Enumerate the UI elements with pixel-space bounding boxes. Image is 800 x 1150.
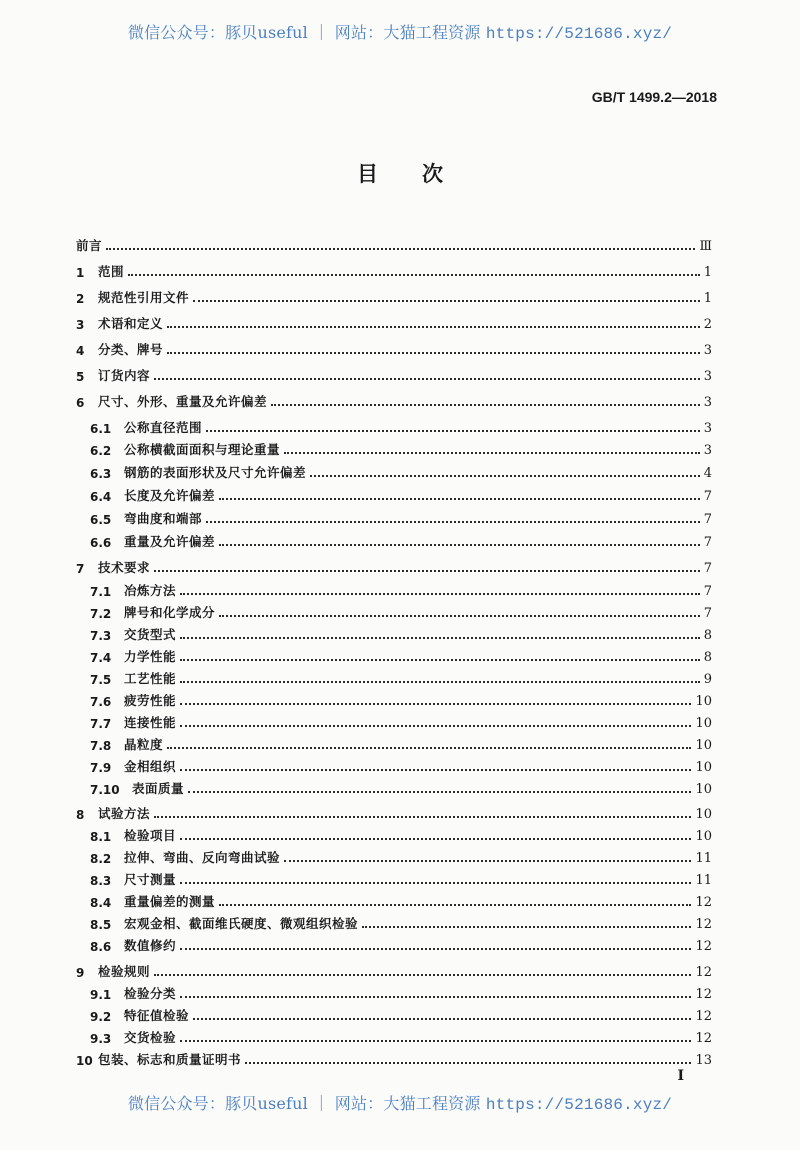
- toc-entry-label: 术语和定义: [98, 316, 164, 331]
- toc-entry-number: 7.10: [90, 783, 120, 797]
- toc-entry-label: 试验方法: [98, 806, 151, 821]
- dot-leader: [154, 816, 691, 818]
- toc-entry[interactable]: [90, 733, 712, 753]
- toc-entry-page: 7: [703, 535, 712, 550]
- toc-entry-label: 表面质量: [132, 781, 185, 796]
- toc-entry-number: 8.1: [90, 830, 112, 844]
- toc-entry-page: 3: [703, 369, 712, 384]
- toc-entry-label: 范围: [98, 264, 125, 279]
- dot-leader: [284, 452, 700, 454]
- toc-entry-number: 7.1: [90, 585, 112, 599]
- toc-entry-label: 力学性能: [124, 649, 177, 664]
- dot-leader: [245, 1062, 691, 1064]
- toc-entry-page: 1: [703, 291, 712, 306]
- toc-entry[interactable]: [76, 802, 712, 822]
- toc-entry-page: 3: [703, 421, 712, 436]
- page-number: I: [677, 1068, 684, 1084]
- toc-entry[interactable]: [90, 1026, 712, 1046]
- toc-entry-page: 12: [695, 1009, 712, 1024]
- dot-leader: [180, 681, 700, 683]
- toc-entry-page: 4: [703, 466, 712, 481]
- toc-entry-page: 8: [703, 650, 712, 665]
- toc-entry-label: 疲劳性能: [124, 693, 177, 708]
- dot-leader: [180, 948, 691, 950]
- toc-entry-page: 10: [695, 807, 712, 822]
- dot-leader: [219, 544, 700, 546]
- toc-entry-page: 13: [695, 1053, 712, 1068]
- toc-entry-number: 7.4: [90, 651, 112, 665]
- toc-entry-number: 6.3: [90, 467, 112, 481]
- dot-leader: [154, 570, 700, 572]
- dot-leader: [154, 974, 691, 976]
- toc-entry-label: 拉伸、弯曲、反向弯曲试验: [124, 850, 281, 865]
- dot-leader: [193, 300, 700, 302]
- dot-leader: [219, 615, 700, 617]
- toc-title-char-2: 次: [422, 162, 443, 186]
- toc-entry-page: 12: [695, 895, 712, 910]
- toc-entry-page: 10: [695, 716, 712, 731]
- dot-leader: [180, 725, 691, 727]
- toc-entry-label: 检验分类: [124, 986, 177, 1001]
- dot-leader: [167, 352, 700, 354]
- toc-entry[interactable]: [90, 507, 712, 527]
- dot-leader: [219, 498, 700, 500]
- toc-entry[interactable]: [90, 824, 712, 844]
- toc-entry-label: 分类、牌号: [98, 342, 164, 357]
- toc-entry-number: 7.7: [90, 717, 112, 731]
- toc-entry[interactable]: [76, 390, 712, 410]
- dot-leader: [154, 378, 700, 380]
- toc-entry[interactable]: [90, 777, 712, 797]
- toc-entry[interactable]: [90, 645, 712, 665]
- toc-entry[interactable]: [90, 934, 712, 954]
- toc-entry-page: 7: [703, 561, 712, 576]
- toc-entry-number: 7.8: [90, 739, 112, 753]
- toc-entry-label: 检验项目: [124, 828, 177, 843]
- toc-entry-label: 宏观金相、截面维氏硬度、微观组织检验: [124, 916, 359, 931]
- toc-entry-number: 4: [76, 344, 85, 358]
- toc-entry-page: 3: [703, 443, 712, 458]
- toc-entry-number: 7: [76, 562, 85, 576]
- watermark-url[interactable]: https://521686.xyz/: [485, 25, 673, 43]
- toc-entry-page: 12: [695, 1031, 712, 1046]
- toc-entry-number: 2: [76, 292, 85, 306]
- toc-entry[interactable]: [90, 416, 712, 436]
- toc-entry-number: 9.2: [90, 1010, 112, 1024]
- toc-entry-page: 12: [695, 987, 712, 1002]
- toc-entry[interactable]: [90, 579, 712, 599]
- toc-entry-number: 8.4: [90, 896, 112, 910]
- toc-entry-page: 10: [695, 760, 712, 775]
- dot-leader: [128, 274, 700, 276]
- toc-entry[interactable]: [76, 960, 712, 980]
- toc-entry-label: 工艺性能: [124, 671, 177, 686]
- toc-entry-page: 8: [703, 628, 712, 643]
- toc-title: [0, 158, 800, 188]
- toc-entry-number: 3: [76, 318, 85, 332]
- toc-entry-page: 9: [703, 672, 712, 687]
- toc-entry[interactable]: [76, 286, 712, 306]
- dot-leader: [180, 1040, 691, 1042]
- standard-code: GB/T 1499.2—2018: [591, 89, 717, 105]
- toc-entry-page: 10: [695, 782, 712, 797]
- toc-entry[interactable]: [90, 461, 712, 481]
- toc-entry[interactable]: [90, 912, 712, 932]
- toc-entry-page: 12: [695, 939, 712, 954]
- toc-entry-page: 10: [695, 738, 712, 753]
- watermark-url[interactable]: https://521686.xyz/: [485, 1096, 673, 1114]
- toc-entry-label: 检验规则: [98, 964, 151, 979]
- toc-entry-page: 7: [703, 584, 712, 599]
- toc-entry[interactable]: [76, 556, 712, 576]
- toc-entry[interactable]: [76, 1048, 712, 1068]
- toc-entry-page: 10: [695, 829, 712, 844]
- toc-entry[interactable]: [90, 484, 712, 504]
- toc-entry-label: 连接性能: [124, 715, 177, 730]
- toc-entry-label: 金相组织: [124, 759, 177, 774]
- toc-entry-number: 6.1: [90, 422, 112, 436]
- toc-entry-page: 12: [695, 965, 712, 980]
- toc-entry[interactable]: [90, 890, 712, 910]
- toc-entry[interactable]: [76, 260, 712, 280]
- toc-entry-page: 3: [703, 395, 712, 410]
- toc-entry-number: 6.6: [90, 536, 112, 550]
- toc-entry[interactable]: [90, 530, 712, 550]
- toc-entry[interactable]: [90, 438, 712, 458]
- toc-entry-number: 8.5: [90, 918, 112, 932]
- dot-leader: [167, 326, 700, 328]
- dot-leader: [362, 926, 691, 928]
- toc-entry-label: 数值修约: [124, 938, 177, 953]
- toc-entry-label: 交货检验: [124, 1030, 177, 1045]
- toc-entry-page: 11: [695, 873, 712, 888]
- toc-entry-label: 尺寸、外形、重量及允许偏差: [98, 394, 268, 409]
- toc-entry-page: 11: [695, 851, 712, 866]
- toc-entry-number: 5: [76, 370, 85, 384]
- dot-leader: [206, 521, 700, 523]
- toc-entry-label: 尺寸测量: [124, 872, 177, 887]
- watermark-text: 微信公众号：豚贝useful ｜ 网站：大猫工程资源: [127, 23, 486, 42]
- dot-leader: [180, 593, 700, 595]
- dot-leader: [180, 637, 700, 639]
- toc-entry-number: 6.5: [90, 513, 112, 527]
- toc-entry-number: 9: [76, 966, 85, 980]
- toc-entry-page: 2: [703, 317, 712, 332]
- dot-leader: [180, 659, 700, 661]
- toc-entry-page: 12: [695, 917, 712, 932]
- toc-entry-label: 规范性引用文件: [98, 290, 190, 305]
- toc-entry-page: Ⅲ: [699, 239, 712, 254]
- toc-entry-number: 10: [76, 1054, 93, 1068]
- toc-entry[interactable]: [90, 755, 712, 775]
- toc-entry[interactable]: [76, 312, 712, 332]
- toc-entry[interactable]: [90, 601, 712, 621]
- dot-leader: [180, 703, 691, 705]
- toc-entry-label: 冶炼方法: [124, 583, 177, 598]
- toc-entry-page: 7: [703, 606, 712, 621]
- toc-entry-number: 8.2: [90, 852, 112, 866]
- toc-entry[interactable]: [76, 234, 712, 254]
- toc-entry[interactable]: [90, 667, 712, 687]
- toc-entry-label: 钢筋的表面形状及尺寸允许偏差: [124, 465, 307, 480]
- toc-entry-number: 7.2: [90, 607, 112, 621]
- toc-entry-number: 7.5: [90, 673, 112, 687]
- dot-leader: [167, 747, 691, 749]
- toc-entry-page: 10: [695, 694, 712, 709]
- toc-entry-label: 交货型式: [124, 627, 177, 642]
- dot-leader: [180, 882, 691, 884]
- toc-entry[interactable]: [90, 846, 712, 866]
- toc-entry-label: 长度及允许偏差: [124, 488, 216, 503]
- toc-entry[interactable]: [90, 689, 712, 709]
- dot-leader: [106, 248, 695, 250]
- toc-entry-number: 7.3: [90, 629, 112, 643]
- toc-entry[interactable]: [90, 1004, 712, 1024]
- watermark-top: [0, 20, 800, 43]
- toc-entry-label: 包装、标志和质量证明书: [98, 1052, 242, 1067]
- dot-leader: [188, 791, 691, 793]
- toc-entry-number: 7.9: [90, 761, 112, 775]
- toc-title-char-1: 目: [357, 162, 378, 186]
- toc-entry-label: 前言: [76, 238, 103, 253]
- toc-entry-label: 重量及允许偏差: [124, 534, 216, 549]
- dot-leader: [180, 996, 691, 998]
- toc-entry-label: 公称横截面面积与理论重量: [124, 442, 281, 457]
- dot-leader: [284, 860, 691, 862]
- toc-entry-label: 特征值检验: [124, 1008, 190, 1023]
- dot-leader: [180, 838, 691, 840]
- watermark-bottom: [0, 1091, 800, 1114]
- toc-entry-label: 公称直径范围: [124, 420, 203, 435]
- toc-entry-number: 1: [76, 266, 85, 280]
- toc-entry-number: 6: [76, 396, 85, 410]
- toc-entry-number: 8.3: [90, 874, 112, 888]
- toc-entry-label: 订货内容: [98, 368, 151, 383]
- toc-entry[interactable]: [76, 338, 712, 358]
- dot-leader: [193, 1018, 691, 1020]
- toc-entry[interactable]: [90, 711, 712, 731]
- toc-entry[interactable]: [90, 868, 712, 888]
- toc-entry-number: 6.4: [90, 490, 112, 504]
- watermark-text: 微信公众号：豚贝useful ｜ 网站：大猫工程资源: [127, 1094, 486, 1113]
- dot-leader: [219, 904, 691, 906]
- toc-entry-number: 9.1: [90, 988, 112, 1002]
- toc-entry-number: 7.6: [90, 695, 112, 709]
- toc-entry-number: 8: [76, 808, 85, 822]
- toc-entry-page: 7: [703, 512, 712, 527]
- toc-entry-label: 晶粒度: [124, 737, 164, 752]
- toc-entry-page: 7: [703, 489, 712, 504]
- dot-leader: [206, 430, 700, 432]
- toc-entry[interactable]: [90, 623, 712, 643]
- toc-entry[interactable]: [76, 364, 712, 384]
- toc-entry-page: 1: [703, 265, 712, 280]
- dot-leader: [271, 404, 700, 406]
- toc-entry-label: 牌号和化学成分: [124, 605, 216, 620]
- toc-entry-number: 6.2: [90, 444, 112, 458]
- toc-entry[interactable]: [90, 982, 712, 1002]
- toc-entry-label: 弯曲度和端部: [124, 511, 203, 526]
- dot-leader: [180, 769, 691, 771]
- toc-entry-number: 9.3: [90, 1032, 112, 1046]
- toc-entry-label: 重量偏差的测量: [124, 894, 216, 909]
- toc-entry-page: 3: [703, 343, 712, 358]
- toc-entry-label: 技术要求: [98, 560, 151, 575]
- toc-entry-number: 8.6: [90, 940, 112, 954]
- dot-leader: [310, 475, 700, 477]
